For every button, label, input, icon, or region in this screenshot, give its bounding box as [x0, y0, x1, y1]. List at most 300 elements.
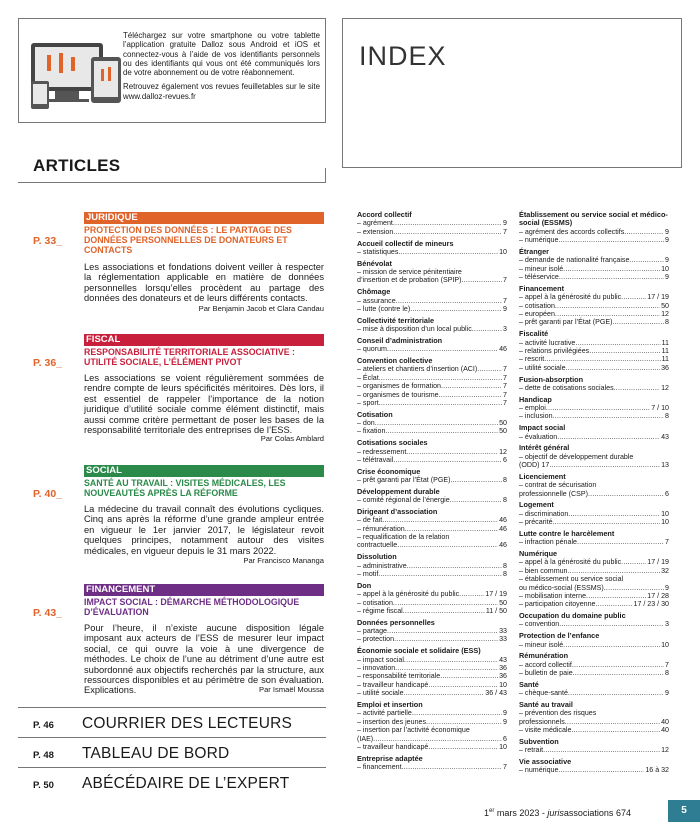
index-entry[interactable] [519, 726, 669, 734]
index-entry[interactable] [519, 228, 669, 236]
index-group [519, 738, 669, 755]
index-heading: Subvention [519, 736, 559, 746]
index-entry[interactable] [357, 382, 507, 390]
index-entry-label: – précarité [519, 518, 553, 527]
footer-mag-prefix: juris [547, 808, 564, 818]
section-link-abecedaire[interactable] [18, 767, 326, 797]
index-entry[interactable] [519, 461, 669, 469]
index-entry[interactable] [519, 766, 669, 774]
article-headline[interactable]: SANTÉ AU TRAVAIL : VISITES MÉDICALES, LES NOUVEAUTÉS APRÈS LA RÉFORME [84, 478, 286, 499]
section-title: ABÉCÉDAIRE DE L’EXPERT [82, 775, 290, 792]
index-heading: Dissolution [357, 552, 397, 562]
index-leader-dots [546, 404, 650, 412]
index-leader-dots [544, 355, 660, 363]
index-entry-page: 9 [665, 583, 669, 592]
index-leader-dots [396, 297, 502, 305]
index-heading: Crise économique [357, 466, 421, 476]
index-heading: Don [357, 580, 372, 590]
index-entry[interactable] [357, 419, 507, 427]
index-entry-label: – numérique [519, 236, 559, 245]
index-group [519, 681, 669, 698]
index-leader-dots [604, 584, 664, 592]
article-page-ref[interactable]: P. 40_ [33, 488, 63, 500]
index-entry[interactable] [357, 743, 507, 751]
index-entry-label: – comité régional de l’énergie [357, 496, 450, 505]
index-entry-label: – prêt garanti par l’État (PGE) [357, 476, 451, 485]
index-entry[interactable] [357, 726, 507, 734]
index-leader-dots [393, 228, 502, 236]
index-leader-dots [428, 743, 498, 751]
index-heading: Handicap [519, 394, 552, 404]
footer-date-rest: mars 2023 - [494, 808, 548, 818]
index-entry-label: contractuelle [357, 541, 398, 550]
index-entry[interactable] [357, 627, 507, 635]
index-heading: Licenciement [519, 471, 566, 481]
index-group [519, 530, 669, 547]
index-leader-dots [586, 592, 646, 600]
index-entry[interactable] [357, 345, 507, 353]
index-entry-page: 50 [661, 301, 669, 310]
index-entry[interactable] [357, 541, 507, 549]
index-entry-page: 10 [661, 640, 669, 649]
index-entry-page: 7 [503, 382, 507, 391]
index-entry-page: 7 [503, 227, 507, 236]
index-entry[interactable] [519, 518, 669, 526]
index-heading: Protection de l’enfance [519, 631, 600, 641]
index-entry[interactable] [519, 412, 669, 420]
section-link-courrier[interactable] [18, 707, 326, 737]
index-entry[interactable] [519, 592, 669, 600]
index-entry-label: – mise à disposition d’un local public [357, 325, 472, 334]
index-entry-page: 10 [661, 509, 669, 518]
index-entry-page: 50 [499, 598, 507, 607]
index-leader-dots [440, 672, 498, 680]
index-entry[interactable] [357, 599, 507, 607]
index-entry-label: – relations privilégiées [519, 346, 590, 355]
index-heading: Cotisations sociales [357, 438, 428, 448]
index-leader-dots [589, 347, 660, 355]
index-entry-label: – don [357, 419, 375, 428]
index-entry[interactable] [519, 302, 669, 310]
index-entry[interactable] [519, 384, 669, 392]
index-heading: Occupation du domaine public [519, 611, 626, 621]
index-entry[interactable] [357, 305, 507, 313]
article-page-ref[interactable]: P. 33_ [33, 235, 63, 247]
index-entry-page: 6 [503, 734, 507, 743]
index-leader-dots [404, 689, 485, 697]
index-entry[interactable] [519, 433, 669, 441]
index-group [357, 411, 507, 436]
footer-date-day: 1 [484, 808, 490, 818]
index-entry[interactable] [357, 456, 507, 464]
index-heading: Rémunération [519, 651, 569, 661]
index-entry[interactable] [357, 718, 507, 726]
index-entry-page: 12 [661, 383, 669, 392]
index-entry-label: – accord collectif [519, 660, 572, 669]
index-entry-page: 46 [499, 345, 507, 354]
category-bar-social: SOCIAL [84, 465, 324, 477]
articles-divider-vertical [325, 168, 326, 183]
index-entry-page: 8 [503, 476, 507, 485]
index-entry[interactable] [357, 516, 507, 524]
index-entry-page: 8 [665, 318, 669, 327]
index-leader-dots [568, 510, 660, 518]
index-entry-label: professionnelle (CSP) [519, 489, 588, 498]
index-entry[interactable] [519, 510, 669, 518]
index-leader-dots [378, 570, 502, 578]
index-leader-dots [568, 689, 664, 697]
index-entry[interactable] [357, 590, 507, 598]
index-entry-label: – innovation [357, 663, 396, 672]
index-entry-label: – utilité sociale [357, 689, 404, 698]
index-entry-page: 46 [499, 541, 507, 550]
index-heading: Conseil d’administration [357, 335, 443, 345]
index-entry[interactable] [357, 689, 507, 697]
index-entry-label: – prêt garanti par l’État (PGE) [519, 318, 613, 327]
index-leader-dots [393, 599, 498, 607]
index-entry-label: – inclusion [519, 412, 553, 421]
index-entry[interactable] [357, 672, 507, 680]
index-entry-page: 10 [499, 680, 507, 689]
index-leader-dots [404, 656, 498, 664]
index-entry[interactable] [519, 567, 669, 575]
index-heading: Fiscalité [519, 329, 549, 339]
index-entry-page: 9 [503, 304, 507, 313]
promo-paragraph-2: Retrouvez également vos revues feuilletables sur le site www.dalloz-revues.fr [123, 82, 320, 101]
index-heading: Santé [519, 679, 539, 689]
index-entry[interactable] [519, 718, 669, 726]
index-entry[interactable] [357, 448, 507, 456]
index-leader-dots [450, 496, 502, 504]
index-leader-dots [588, 490, 664, 498]
index-entry-page: 11 / 50 [485, 606, 507, 615]
index-entry[interactable] [357, 374, 507, 382]
article-page-ref[interactable]: P. 43_ [33, 607, 63, 619]
index-entry-label: – cotisation [357, 598, 393, 607]
index-leader-dots [428, 681, 498, 689]
index-column-1 [357, 211, 507, 775]
index-entry-label: – mobilisation interne [519, 591, 587, 600]
index-entry[interactable] [357, 607, 507, 615]
index-entry-page: 36 / 43 [485, 689, 507, 698]
index-leader-dots [563, 265, 660, 273]
index-entry-page: 36 [499, 663, 507, 672]
index-entry[interactable] [357, 656, 507, 664]
index-entry-label: – activité lucrative [519, 338, 576, 347]
index-entry-label: – activité partielle [357, 709, 412, 718]
index-heading: Convention collective [357, 355, 433, 365]
index-entry-label: – organismes de tourisme [357, 390, 439, 399]
index-heading: Financement [519, 283, 565, 293]
index-entry-page: 32 [661, 566, 669, 575]
index-entry-label: – quorum [357, 345, 387, 354]
index-entry-label: – partage [357, 627, 387, 636]
index-entry-page: 7 [503, 296, 507, 305]
index-group [357, 582, 507, 616]
index-entry-label: (ODD) 17 [519, 461, 550, 470]
index-entry[interactable] [519, 641, 669, 649]
index-entry-page: 9 [665, 227, 669, 236]
index-heading: Cotisation [357, 409, 393, 419]
index-entry-label: – bien commun [519, 566, 568, 575]
index-entry-label: – requalification de la relation [357, 533, 450, 542]
index-entry-label: – agrément [357, 219, 393, 228]
index-entry[interactable] [357, 476, 507, 484]
index-leader-dots [568, 567, 661, 575]
index-entry-page: 11 [661, 338, 669, 347]
index-entry[interactable] [357, 276, 507, 284]
index-entry-label: – bulletin de paie [519, 669, 573, 678]
index-entry-label: – dette de cotisations sociales [519, 383, 614, 392]
index-entry[interactable] [519, 265, 669, 273]
index-entry[interactable] [357, 297, 507, 305]
index-entry[interactable] [519, 490, 669, 498]
index-leader-dots [612, 318, 664, 326]
index-entry[interactable] [519, 364, 669, 372]
index-heading: Numérique [519, 548, 558, 558]
index-entry[interactable] [357, 228, 507, 236]
index-entry-label: – télétravail [357, 455, 394, 464]
index-entry-label: – statistiques [357, 247, 399, 256]
index-entry-page: 40 [661, 717, 669, 726]
section-page-ref: P. 48 [33, 750, 54, 761]
index-leader-dots [387, 345, 498, 353]
index-leader-dots [394, 635, 498, 643]
index-entry[interactable] [357, 325, 507, 333]
index-heading: Développement durable [357, 486, 440, 496]
index-entry[interactable] [519, 347, 669, 355]
index-leader-dots [426, 718, 502, 726]
index-entry[interactable] [519, 575, 669, 583]
index-entry-label: – rescrit [519, 355, 545, 364]
page-number-tab: 5 [668, 800, 700, 822]
index-entry-page: 7 [503, 763, 507, 772]
index-entry-label: – organismes de formation [357, 382, 441, 391]
index-entry[interactable] [519, 620, 669, 628]
index-entry-label: – impact social [357, 655, 404, 664]
index-entry[interactable] [357, 365, 507, 373]
index-entry-page: 11 [661, 346, 669, 355]
index-entry-label: – assurance [357, 296, 396, 305]
article-author: Par Colas Amblard [260, 434, 324, 443]
section-link-tableau[interactable] [18, 737, 326, 767]
index-group [357, 288, 507, 313]
article-headline[interactable]: RESPONSABILITÉ TERRITORIALE ASSOCIATIVE : UTILITÉ SOCIALE, L’ÉLÉMENT PIVOT [84, 347, 295, 368]
index-entry[interactable] [519, 600, 669, 608]
index-entry-label: – appel à la générosité du public [519, 558, 622, 567]
index-entry-label: – de fait [357, 516, 383, 525]
index-entry[interactable] [519, 661, 669, 669]
index-heading: Accueil collectif de mineurs [357, 238, 454, 248]
index-entry[interactable] [357, 219, 507, 227]
index-entry[interactable] [519, 481, 669, 489]
index-column-2 [519, 211, 669, 778]
index-leader-dots [572, 661, 664, 669]
index-entry-page: 9 [665, 689, 669, 698]
index-entry-label: – demande de nationalité française [519, 256, 630, 265]
index-entry[interactable] [357, 525, 507, 533]
footer-date-sup: er [489, 808, 495, 814]
index-entry[interactable] [519, 538, 669, 546]
index-heading: Intérêt général [519, 443, 570, 453]
article-summary: Les associations se voient régulièrement sommées de rendre compte de leurs spécificités méritoires. Dès lors, il est essentiel de rappeler l’importance de la notion juridique d’utilité sociale comme élément distinctif, mais aussi comme critère permettant de poser les bases de la responsabilité territoriale des entreprises de l’ESS. [84, 373, 324, 436]
index-entry[interactable] [357, 248, 507, 256]
index-leader-dots [397, 541, 498, 549]
index-entry[interactable] [357, 709, 507, 717]
index-leader-dots [549, 461, 660, 469]
index-entry[interactable] [519, 339, 669, 347]
index-entry-label: – prévention des risques [519, 709, 597, 718]
index-header-box [342, 18, 682, 168]
index-leader-dots [563, 641, 660, 649]
article-headline[interactable]: IMPACT SOCIAL : DÉMARCHE MÉTHODOLOGIQUE D’ÉVALUATION [84, 597, 300, 618]
index-group [519, 701, 669, 735]
index-entry[interactable] [357, 570, 507, 578]
index-entry-label: – protection [357, 635, 395, 644]
article-headline[interactable]: PROTECTION DES DONNÉES : LE PARTAGE DES DONNÉES PERSONNELLES DE DONATEURS ET CONTACTS [84, 225, 292, 256]
index-entry-page: 10 [499, 247, 507, 256]
footer-mag-name: associations [563, 808, 614, 818]
index-leader-dots [407, 562, 502, 570]
articles-divider [18, 182, 326, 183]
index-entry-label: – mineur isolé [519, 640, 564, 649]
index-entry[interactable] [519, 558, 669, 566]
index-entry-label: – appel à la générosité du public [357, 590, 460, 599]
index-entry[interactable] [519, 293, 669, 301]
index-leader-dots [406, 448, 498, 456]
index-entry[interactable] [357, 399, 507, 407]
index-entry[interactable] [519, 584, 669, 592]
index-leader-dots [395, 664, 498, 672]
index-entry[interactable] [519, 256, 669, 264]
index-entry[interactable] [357, 635, 507, 643]
index-entry-label: (IAE) [357, 734, 374, 743]
index-entry-label: – travailleur handicapé [357, 742, 429, 751]
index-entry-page: 7 [503, 390, 507, 399]
index-leader-dots [553, 518, 661, 526]
index-entry-label: – redressement [357, 447, 407, 456]
index-entry-label: – régime fiscal [357, 606, 403, 615]
index-entry-page: 9 [503, 709, 507, 718]
index-entry[interactable] [519, 709, 669, 717]
index-leader-dots [375, 419, 498, 427]
index-entry-page: 11 [661, 355, 669, 364]
index-leader-dots [403, 607, 485, 615]
index-leader-dots [624, 228, 664, 236]
index-heading: Chômage [357, 287, 391, 297]
index-leader-dots [559, 620, 664, 628]
index-entry-page: 50 [499, 419, 507, 428]
index-entry[interactable] [519, 236, 669, 244]
index-group [357, 647, 507, 697]
index-leader-dots [385, 427, 498, 435]
app-promo-box [18, 18, 326, 123]
index-group [357, 701, 507, 751]
index-leader-dots [379, 374, 502, 382]
index-entry[interactable] [519, 273, 669, 281]
index-entry[interactable] [519, 404, 669, 412]
index-leader-dots [566, 364, 661, 372]
index-leader-dots [565, 718, 660, 726]
index-entry-page: 33 [499, 627, 507, 636]
index-entry[interactable] [357, 681, 507, 689]
index-leader-dots [398, 248, 498, 256]
index-leader-dots [382, 516, 498, 524]
index-entry[interactable] [519, 318, 669, 326]
index-entry[interactable] [357, 427, 507, 435]
index-entry[interactable] [357, 763, 507, 771]
article-author: Par Ismaël Moussa [259, 685, 324, 694]
index-entry-label: – fixation [357, 427, 386, 436]
index-leader-dots [558, 236, 664, 244]
index-entry-page: 17 / 19 [647, 558, 669, 567]
index-entry-label: – discrimination [519, 509, 569, 518]
index-entry-page: 7 [503, 398, 507, 407]
index-entry-label: – travailleur handicapé [357, 680, 429, 689]
index-group [519, 758, 669, 775]
index-entry-label: – objectif de développement durable [519, 452, 634, 461]
index-entry[interactable] [357, 735, 507, 743]
index-heading: Bénévolat [357, 258, 392, 268]
index-entry-label: – visite médicale [519, 726, 572, 735]
index-entry[interactable] [357, 268, 507, 276]
category-bar-juridique: JURIDIQUE [84, 212, 324, 224]
index-leader-dots [373, 735, 502, 743]
index-group [357, 755, 507, 772]
index-entry-label: – sport [357, 398, 379, 407]
index-leader-dots [402, 763, 502, 771]
section-page-ref: P. 46 [33, 720, 54, 731]
article-page-ref[interactable]: P. 36_ [33, 357, 63, 369]
index-leader-dots [558, 766, 644, 774]
index-entry[interactable] [519, 689, 669, 697]
index-entry[interactable] [357, 562, 507, 570]
index-leader-dots [410, 305, 502, 313]
index-entry-label: – numérique [519, 766, 559, 775]
index-entry[interactable] [519, 746, 669, 754]
index-entry[interactable] [357, 391, 507, 399]
index-entry-label: – retrait [519, 746, 544, 755]
index-entry-page: 8 [665, 669, 669, 678]
index-entry-page: 33 [499, 635, 507, 644]
index-entry[interactable] [357, 664, 507, 672]
index-entry-page: 13 [661, 461, 669, 470]
index-group [519, 285, 669, 327]
index-group [519, 396, 669, 421]
articles-title: ARTICLES [33, 156, 121, 175]
index-group [357, 488, 507, 505]
index-group [357, 508, 507, 550]
index-leader-dots [459, 590, 484, 598]
index-heading: Entreprise adaptée [357, 753, 423, 763]
article-author: Par Francisco Mananga [243, 556, 324, 565]
index-group [519, 501, 669, 526]
footer-issue-line [484, 808, 631, 818]
index-leader-dots [621, 558, 646, 566]
index-group [519, 652, 669, 677]
index-entry-page: 17 / 19 [647, 293, 669, 302]
index-entry[interactable] [519, 453, 669, 461]
index-entry-page: 7 [503, 373, 507, 382]
index-leader-dots [462, 276, 503, 284]
index-entry[interactable] [357, 533, 507, 541]
index-entry[interactable] [519, 355, 669, 363]
index-entry[interactable] [519, 669, 669, 677]
index-entry-page: 6 [665, 489, 669, 498]
index-entry[interactable] [357, 496, 507, 504]
article-author: Par Benjamin Jacob et Clara Candau [198, 304, 324, 313]
index-group [357, 468, 507, 485]
